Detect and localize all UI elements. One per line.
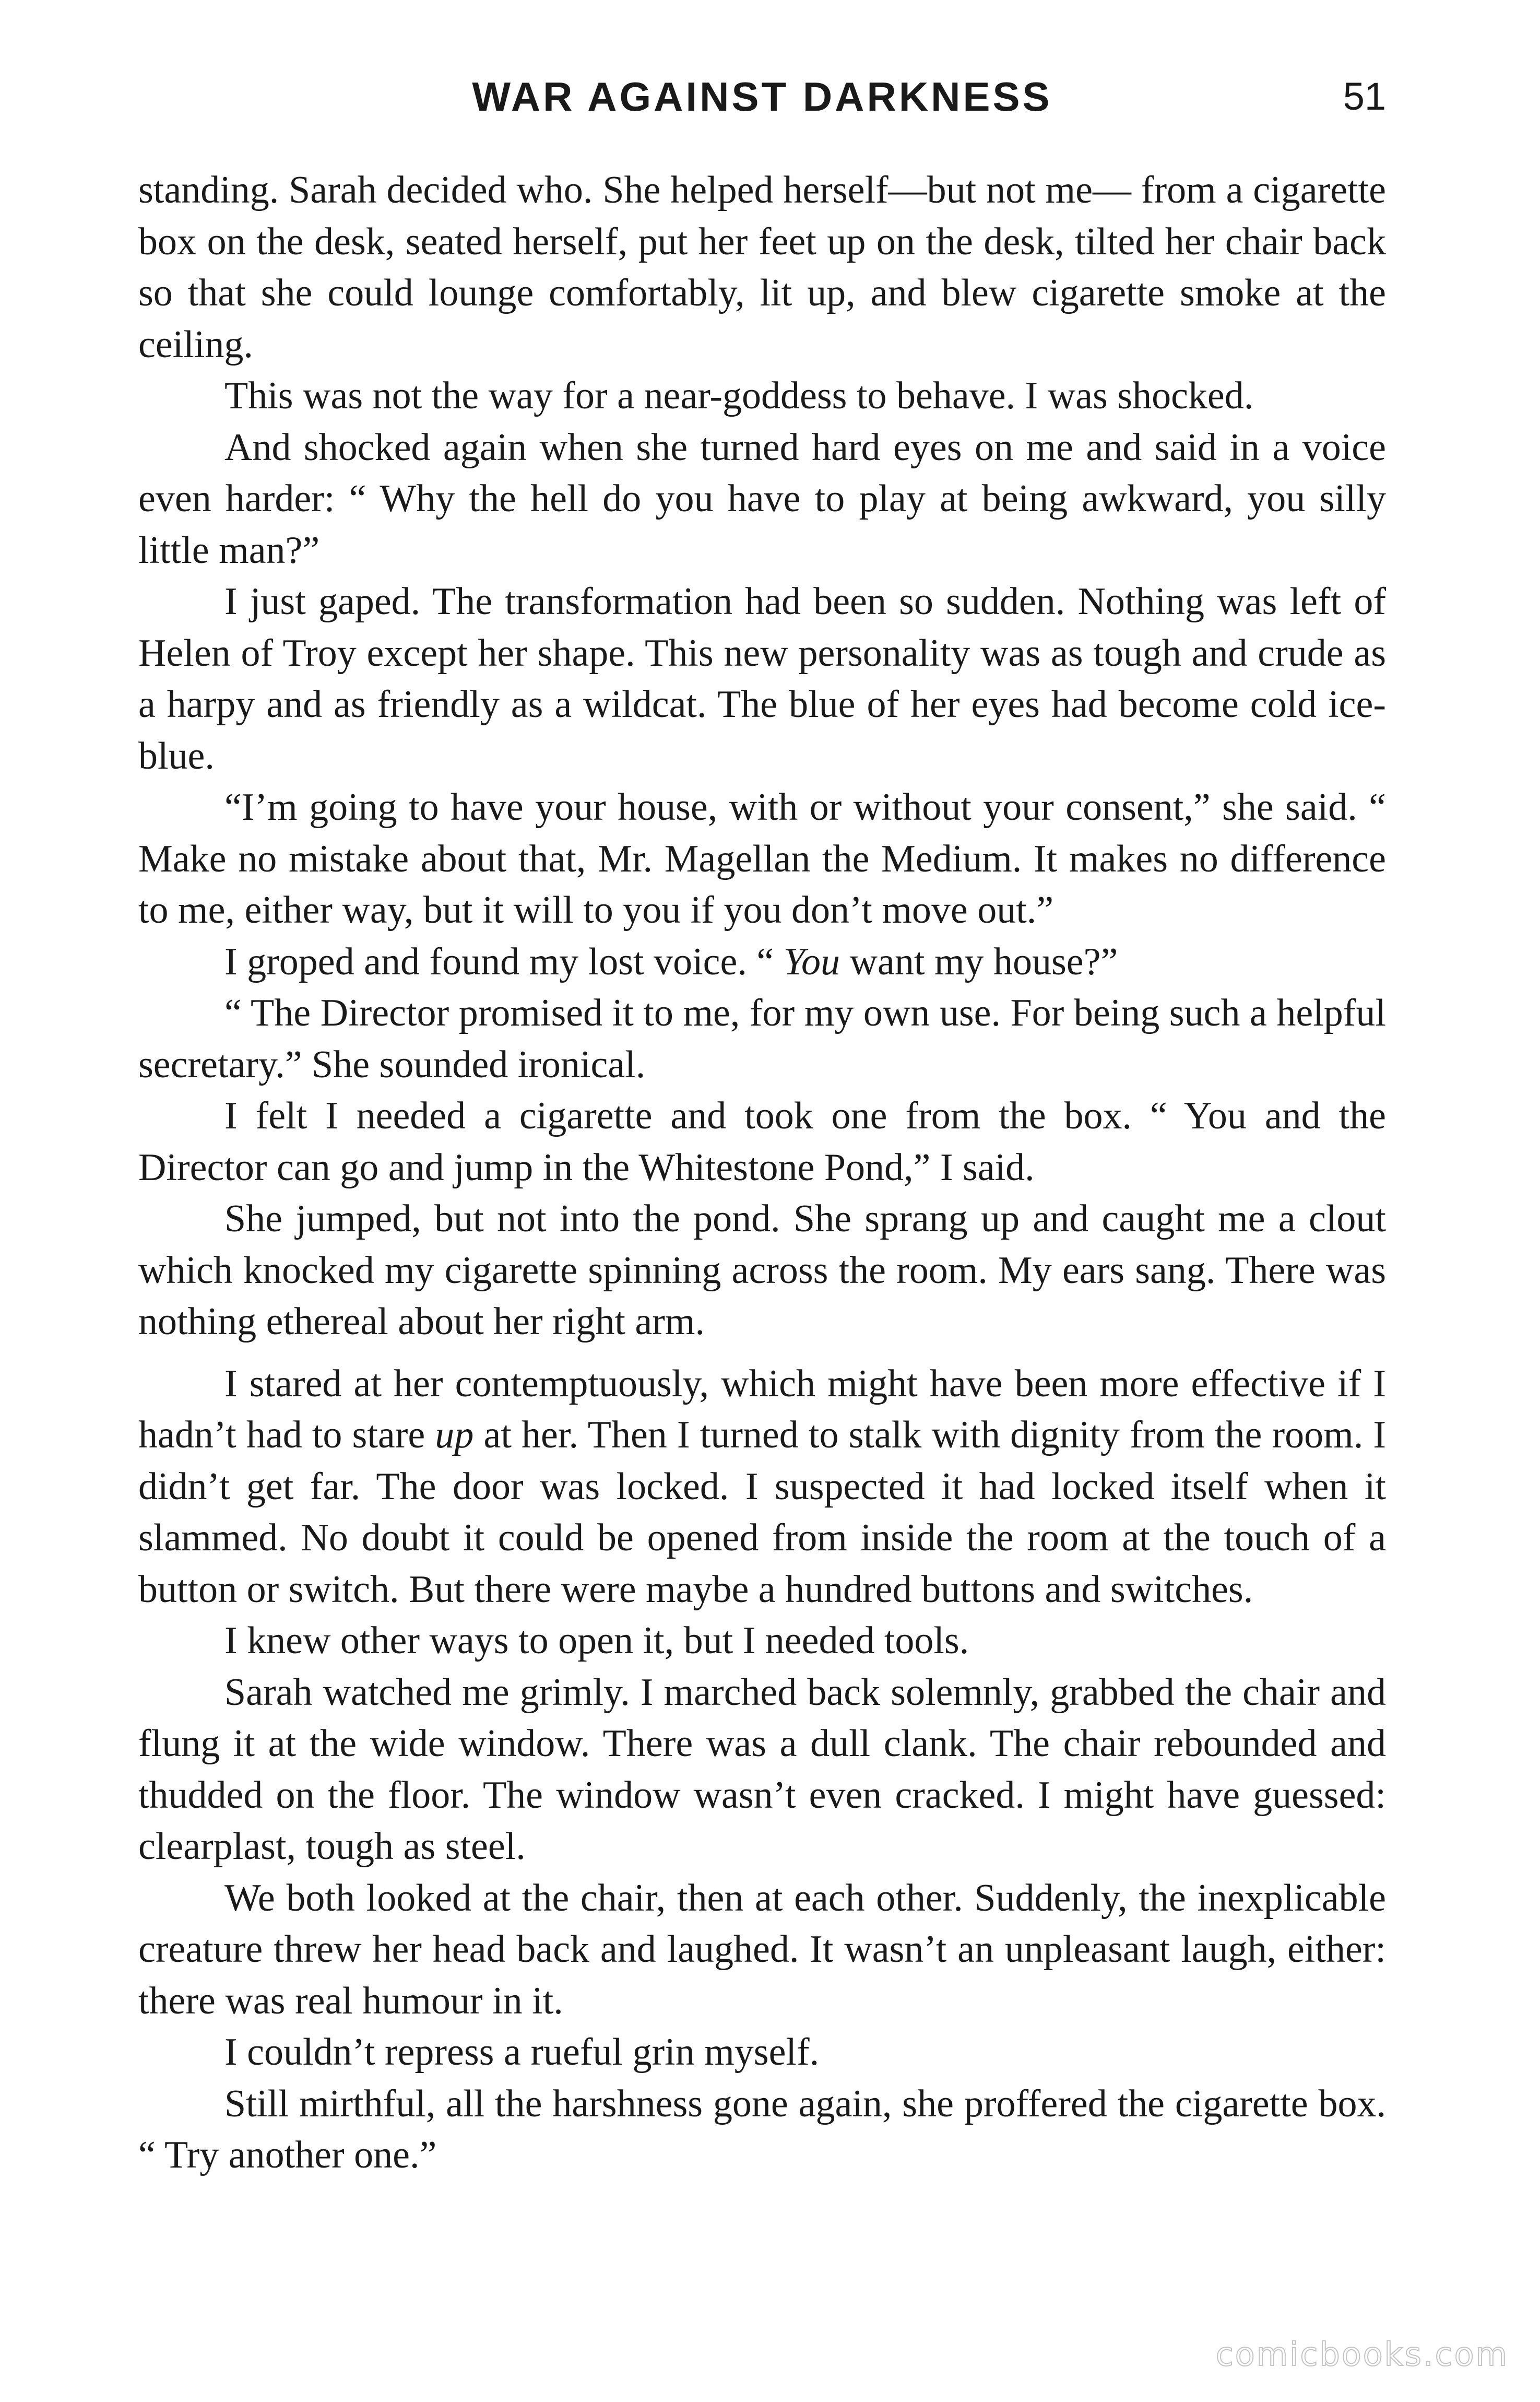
paragraph: “I’m going to have your house, with or without your consent,” she said. “ Make no mistake about that, Mr. Magellan the Medium. It makes no difference to me, either way, but it will to you if you don’t move out.”	[138, 786, 1386, 932]
running-header	[138, 68, 1386, 125]
emphasized-word: You	[783, 940, 840, 983]
page-number: 51	[1343, 75, 1386, 118]
paragraph: “ The Director promised it to me, for my own use. For being such a helpful secretary.” She sounded ironical.	[138, 992, 1386, 1086]
paragraph: This was not the way for a near-goddess to behave. I was shocked.	[224, 374, 1254, 417]
paragraph-text: I stared at her contemptuously, which might have been more effective if I hadn’t had to stare	[138, 1362, 1386, 1456]
paragraph: Sarah watched me grimly. I marched back solemnly, grabbed the chair and flung it at the wide window. There was a dull clank. The chair rebounded and thudded on the floor. The window wasn’t even cracked. I might have guessed: clearplast, tough as steel.	[138, 1670, 1386, 1868]
paragraph: I just gaped. The transformation had been so sudden. Nothing was left of Helen of Troy except her shape. This new personality was as tough and crude as a harpy and as friendly as a wildcat. The blue of her eyes had become cold ice-blue.	[138, 580, 1386, 778]
paragraph: And shocked again when she turned hard eyes on me and said in a voice even harder: “ Why the hell do you have to play at being awkward, you silly little man?”	[138, 426, 1386, 572]
paragraph: I knew other ways to open it, but I needed tools.	[224, 1619, 969, 1662]
paragraph: I felt I needed a cigarette and took one from the box. “ You and the Director can go and jump in the Whitestone Pond,” I said.	[138, 1094, 1386, 1189]
paragraph: Still mirthful, all the harshness gone again, she proffered the cigarette box. “ Try another one.”	[138, 2082, 1386, 2176]
paragraph	[138, 936, 1386, 988]
paragraph-text: at her. Then I turned to stalk with dignity from the room. I didn’t get far. The door was locked. I suspected it had locked itself when it slammed. No doubt it could be opened from inside the room at the touch of a button or switch. But there were maybe a hundred buttons and switches.	[138, 1414, 1386, 1611]
paragraph: We both looked at the chair, then at each other. Suddenly, the inexplicable creature threw her head back and laughed. It wasn’t an unpleasant laugh, either: there was real humour in it.	[138, 1876, 1386, 2022]
emphasized-word: up	[435, 1414, 474, 1456]
paragraph-text: I groped and found my lost voice. “	[224, 940, 784, 983]
watermark: comicbooks.com	[1215, 2335, 1509, 2373]
running-title: WAR AGAINST DARKNESS	[472, 74, 1052, 120]
paragraph-text: want my house?”	[840, 940, 1118, 983]
body-text	[138, 164, 1386, 2181]
paragraph: I couldn’t repress a rueful grin myself.	[224, 2031, 820, 2074]
paragraph: She jumped, but not into the pond. She sprang up and caught me a clout which knocked my cigarette spinning across the room. My ears sang. There was nothing ethereal about her right arm.	[138, 1197, 1386, 1343]
paragraph: standing. Sarah decided who. She helped herself—but not me— from a cigarette box on the desk, seated herself, put her feet up on the desk, tilted her chair back so that she could lounge comfortably, lit up, and blew cigarette smoke at the ceiling.	[138, 169, 1386, 366]
paragraph	[138, 1358, 1386, 1616]
